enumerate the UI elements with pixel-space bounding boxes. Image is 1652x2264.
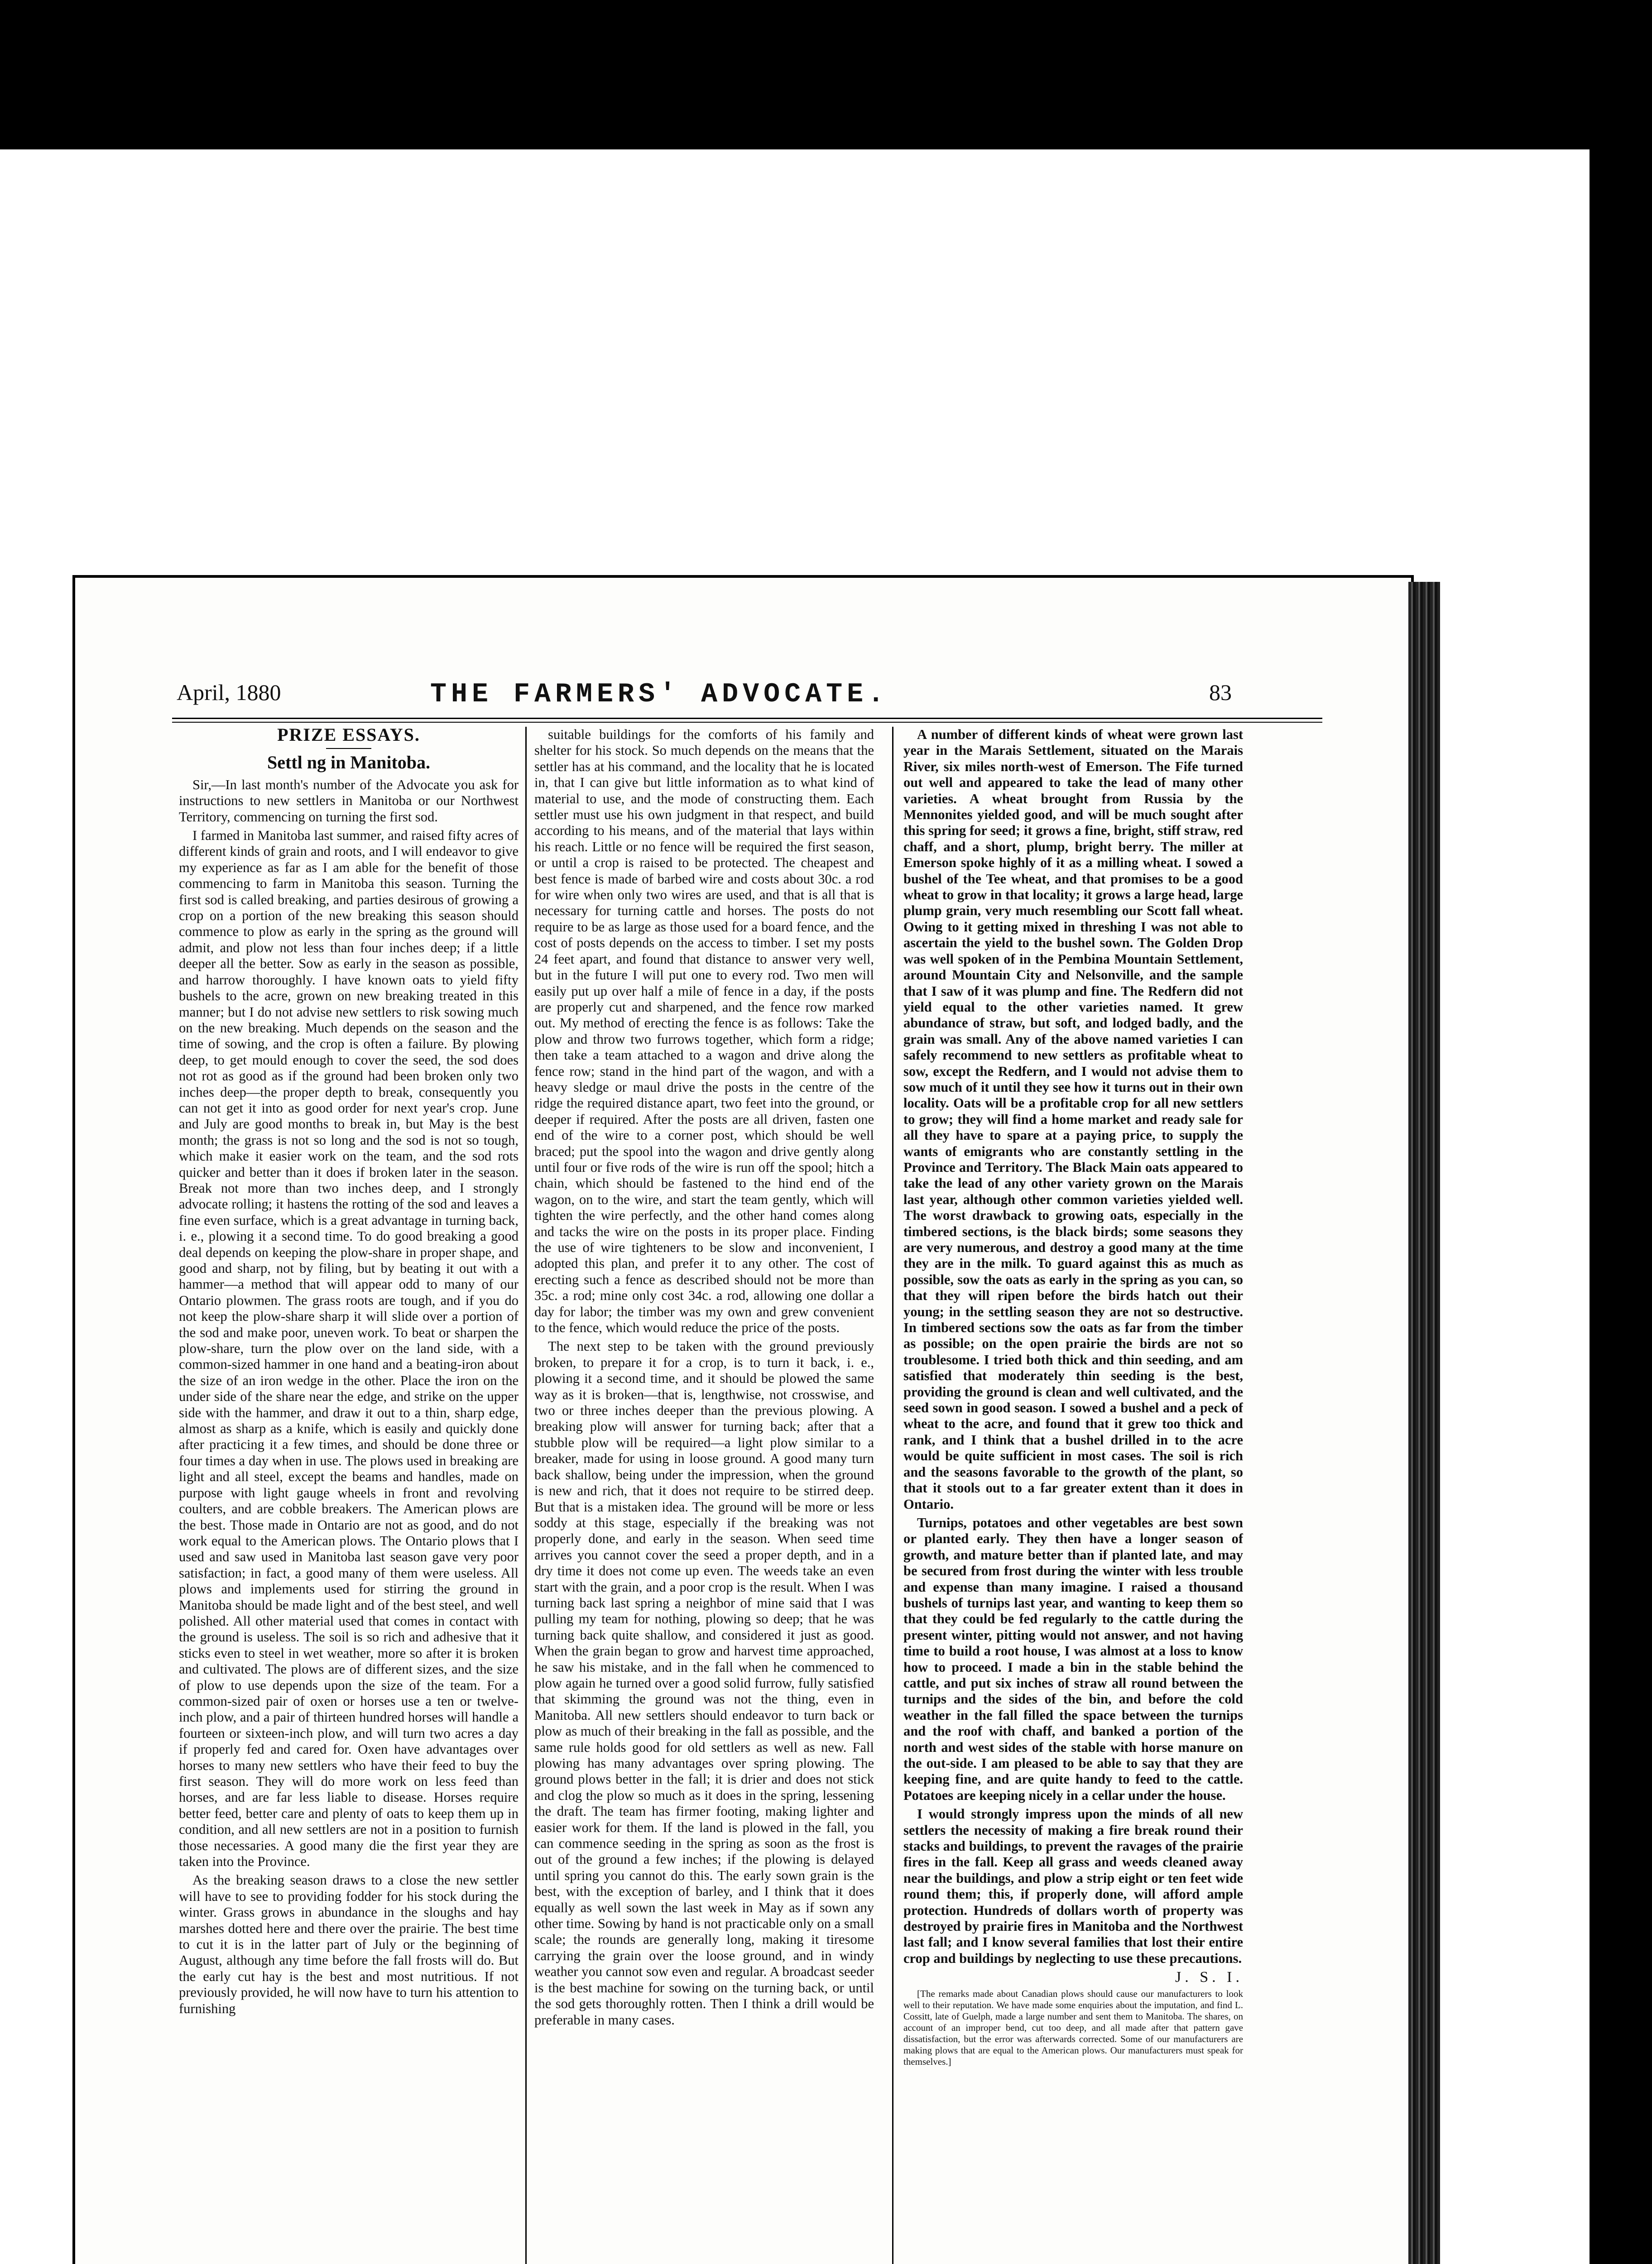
- article-subheading: Settl ng in Manitoba.: [267, 752, 431, 773]
- article-heading: PRIZE ESSAYS.: [277, 727, 420, 745]
- article-column-2: [534, 727, 874, 2264]
- header-rule: [172, 718, 1322, 723]
- page-number: 83: [1209, 680, 1232, 705]
- paragraph: A number of different kinds of wheat were grown last year in the Marais Settlement, situated on the Marais River, six miles north-west of Emerson. The Fife turned out well and appeared to take the lead of many other varieties. A wheat brought from Russia by the Mennonites yielded good, and will be much sought after this spring for seed; it grows a fine, bright, stiff straw, red chaff, and a short, plump, bright berry. The miller at Emerson spoke highly of it as a milling wheat. I sowed a bushel of the Tee wheat, and that promises to be a good wheat to grow in that locality; it grows a large head, large plump grain, very much resembling our Scott fall wheat. Owing to it getting mixed in threshing I was not able to ascertain the yield to the bushel sown. The Golden Drop was well spoken of in the Pembina Mountain Settlement, around Mountain City and Nelsonville, and the sample that I saw of it was plump and fine. The Redfern did not yield equal to the other varieties named. It grew abundance of straw, but soft, and lodged badly, and the grain was small. Any of the above named varieties I can safely recommend to new settlers as profitable wheat to sow, except the Redfern, and I would not advise them to sow much of it until they see how it turns out in their own locality. Oats will be a profitable crop for all new settlers to grow; they will find a home market and ready sale for all they have to spare at a paying price, to supply the wants of emigrants who are constantly settling in the Province and Territory. The Black Main oats appeared to take the lead of any other variety grown on the Marais last year, although other common varieties yielded well. The worst drawback to growing oats, especially in the timbered sections, is the black birds; some seasons they are very numerous, and destroy a good many at the time they are in the milk. To guard against this as much as possible, sow the oats as early in the spring as you can, so that they will ripen before the birds hatch out their young; in the settling season they are not so destructive. In timbered sections sow the oats as far from the timber as possible; on the open prairie the birds are not so troublesome. I tried both thick and thin seeding, and am satisfied that moderately thin seeding is the best, providing the ground is clean and well cultivated, and the seed sown in good season. I sowed a bushel and a peck of wheat to the acre, and found that it grew too thick and rank, and I think that a bushel drilled in to the acre would be quite sufficient in most cases. The soil is rich and the seasons favorable to the growth of the plant, so that it stools out to a far greater extent than it does in Ontario.: [903, 727, 1243, 1512]
- microfilm-right-border: [1590, 149, 1652, 2264]
- author-signature: J. S. I.: [1175, 1969, 1243, 1986]
- microfilm-top-border: [0, 0, 1652, 149]
- page-binding-edge: [1408, 582, 1440, 2264]
- paragraph: I would strongly impress upon the minds of all new settlers the necessity of making a fire break round their stacks and buildings, to prevent the ravages of the prairie fires in the fall. Keep all grass and weeds cleaned away near the buildings, and plow a strip eight or ten feet wide round them; this, if properly done, will afford ample protection. Hundreds of dollars worth of property was destroyed by prairie fires in Manitoba and the Northwest last fall; and I know several families that lost their entire crop and buildings by neglecting to use these precautions.: [903, 1806, 1243, 1966]
- paragraph: I farmed in Manitoba last summer, and raised fifty acres of different kinds of grain and roots, and I will endeavor to give my experience as far as I am able for the benefit of those commencing to farm in Manitoba this season. Turning the first sod is called breaking, and parties desirous of growing a crop on a portion of the new breaking this season should commence to plow as early in the spring as the ground will admit, and plow not less than four inches deep; if a little deeper all the better. Sow as early in the season as possible, and harrow thoroughly. I have known oats to yield fifty bushels to the acre, grown on new breaking treated in this manner; but I do not advise new settlers to risk sowing much on the new breaking. Much depends on the season and the time of sowing, and the crop is often a failure. By plowing deep, to get mould enough to cover the seed, the sod does not rot as good as if the ground had been broken only two inches deep—the proper depth to break, consequently you can not get it into as good order for next year's crop. June and July are good months to break in, but May is the best month; the grass is not so long and the sod is not so tough, which make it easier work on the team, and the sod rots quicker and better than it does if broken later in the season. Break not more than two inches deep, and I strongly advocate rolling; it hastens the rotting of the sod and leaves a fine even surface, which is a great advantage in turning back, i. e., plowing it a second time. To do good breaking a good deal depends on keeping the plow-share in proper shape, and good and sharp, not by filing, but by beating it out with a hammer—a method that will appear odd to many of our Ontario plowmen. The grass roots are tough, and if you do not keep the plow-share sharp it will slide over a portion of the sod and make poor, uneven work. To beat or sharpen the plow-share, turn the plow over on the land side, with a common-sized hammer in one hand and a beating-iron about the size of an iron wedge in the other. Place the iron on the under side of the share near the edge, and strike on the upper side with the hammer, and draw it out to a thin, sharp edge, almost as sharp as a knife, which is easily and quickly done after practicing it a few times, and should be done three or four times a day when in use. The plows used in breaking are light and all steel, except the beams and handles, made on purpose with light gauge wheels in front and revolving coulters, and are cobble breakers. The American plows are the best. Those made in Ontario are not as good, and do not work equal to the American plows. The Ontario plows that I used and saw used in Manitoba last season gave very poor satisfaction; in fact, a good many of them were useless. All plows and implements used for stirring the ground in Manitoba should be made light and of the best steel, and well polished. All other material used that comes in contact with the ground is useless. The soil is so rich and adhesive that it sticks even to steel in wet weather, more so after it is broken and cultivated. The plows are of different sizes, and the size of plow to use depends upon the size of the team. For a common-sized pair of oxen or horses use a ten or twelve-inch plow, and a pair of thirteen hundred horses will handle a fourteen or sixteen-inch plow, and will turn two acres a day if properly fed and cared for. Oxen have advantages over horses to many new settlers who have their feed to buy the first season. They will do more work on less feed than horses, and are far less liable to disease. Horses require better feed, better care and plenty of oats to keep them up in condition, and all new settlers are not in a position to furnish those necessaries. A good many die the first year they are taken into the Province.: [179, 828, 519, 1870]
- column-divider: [525, 727, 527, 2264]
- issue-date: April, 1880: [177, 680, 281, 705]
- paragraph: The next step to be taken with the ground previously broken, to prepare it for a crop, is to turn it back, i. e., plowing it a second time, and it should be plowed the same way as it is broken—that is, lengthwise, not crosswise, and two or three inches deeper than the previous plowing. A breaking plow will answer for turning back; after that a stubble plow will be required—a light plow similar to a breaker, made for using in loose ground. A good many turn back shallow, being under the impression, when the ground is new and rich, that it does not require to be stirred deep. But that is a mistaken idea. The ground will be more or less soddy at this stage, especially if the breaking was not properly done, and early in the season. When seed time arrives you cannot cover the seed a proper depth, and in a dry time it does not come up even. The weeds take an even start with the grain, and a poor crop is the result. When I was turning back last spring a neighbor of mine said that I was pulling my team for nothing, plowing so deep; that he was turning back quite shallow, and considered it just as good. When the grain began to grow and harvest time approached, he saw his mistake, and in the fall when he commenced to plow again he turned over a good solid furrow, fully satisfied that skimming the ground was not the thing, even in Manitoba. All new settlers should endeavor to turn back or plow as much of their breaking in the fall as possible, and the same rule holds good for old settlers as well as new. Fall plowing has many advantages over spring plowing. The ground plows better in the fall; it is drier and does not stick and clog the plow so much as it does in the spring, lessening the draft. The team has firmer footing, making lighter and easier work for them. If the land is plowed in the fall, you can commence seeding in the spring as soon as the frost is out of the ground a few inches; if the plowing is delayed until spring you cannot do this. The early sown grain is the best, with the exception of barley, and I think that it does equally as well sown the last week in May as if sown any other time. Sowing by hand is not practicable only on a small scale; the rounds are generally long, making it tiresome carrying the grain over the loose ground, and in windy weather you cannot sow even and regular. A broadcast seeder is the best machine for sowing on the turning back, or until the sod gets thoroughly rotten. Then I think a drill would be preferable in many cases.: [534, 1338, 874, 2028]
- paragraph: suitable buildings for the comforts of his family and shelter for his stock. So much depends on the means that the settler has at his command, and the locality that he is located in, that I can give but little information as to what kind of material to use, and the mode of constructing them. Each settler must use his own judgment in that respect, and build according to his means, and of the material that lays within his reach. Little or no fence will be required the first season, or until a crop is raised to be protected. The cheapest and best fence is made of barbed wire and costs about 30c. a rod for wire when only two wires are used, and that is all that is necessary for turning cattle and horses. The posts do not require to be as large as those used for a board fence, and the cost of posts depends on the access to timber. I set my posts 24 feet apart, and found that distance to answer very well, but in the future I will put one to every rod. Two men will easily put up over half a mile of fence in a day, if the posts are properly cut and sharpened, and the fence row marked out. My method of erecting the fence is as follows: Take the plow and throw two furrows together, which form a ridge; then take a team attached to a wagon and drive along the fence row; stand in the hind part of the wagon, and with a heavy sledge or maul drive the posts in the centre of the ridge the required distance apart, two feet into the ground, or deeper if required. After the posts are all driven, fasten one end of the wire to a corner post, which should be well braced; put the spool into the wagon and drive gently along until four or five rods of the wire is run off the spool; hitch a chain, which should be fastened to the hind end of the wagon, on to the wire, and start the team gently, which will tighten the wire perfectly, and the other hand comes along and tacks the wire on the posts in its proper place. Finding the use of wire tighteners to be slow and inconvenient, I adopted this plan, and prefer it to any other. The cost of erecting such a fence as described should not be more than 35c. a rod; mine only cost 34c. a rod, allowing one dollar a day for labor; the timber was my own and grew convenient to the fence, which would reduce the price of the posts.: [534, 727, 874, 1336]
- masthead-title: THE FARMERS' ADVOCATE.: [430, 679, 889, 710]
- column-divider: [892, 727, 893, 2264]
- article-column-3: [903, 727, 1243, 2264]
- editor-note: [The remarks made about Canadian plows should cause our manufacturers to look well to their reputation. We have made some enquiries about the imputation, and find L. Cossitt, late of Guelph, made a large number and sent them to Manitoba. The shares, on account of an improper bend, cut too deep, and all made after that pattern gave dissatisfaction, but the error was afterwards corrected. Some of our manufacturers are making plows that are equal to the American plows. Our manufacturers must speak for themselves.]: [903, 1988, 1243, 2067]
- paragraph: Sir,—In last month's number of the Advocate you ask for instructions to new settlers in Manitoba or our Northwest Territory, commencing on turning the first sod.: [179, 777, 519, 825]
- article-column-1: [179, 727, 519, 2264]
- paragraph: As the breaking season draws to a close the new settler will have to see to providing fodder for his stock during the winter. Grass grows in abundance in the sloughs and hay marshes dotted here and there over the prairie. The best time to cut it is in the latter part of July or the beginning of August, although any time before the fall frosts will do. But the early cut hay is the best and most nutritious. If not previously provided, he will now have to turn his attention to furnishing: [179, 1872, 519, 2016]
- paragraph: Turnips, potatoes and other vegetables are best sown or planted early. They then have a longer season of growth, and mature better than if planted late, and may be secured from frost during the winter with less trouble and expense than many imagine. I raised a thousand bushels of turnips last year, and wanting to keep them so that they could be fed regularly to the cattle during the present winter, pitting would not answer, and not having time to build a root house, I was almost at a loss to know how to proceed. I made a bin in the stable behind the cattle, and put six inches of straw all round between the turnips and the sides of the bin, and before the cold weather in the fall filled the space between the turnips and the roof with chaff, and banked a portion of the north and west sides of the stable with horse manure on the out-side. I am pleased to be able to say that they are keeping fine, and are quite handy to feed to the cattle. Potatoes are keeping nicely in a cellar under the house.: [903, 1515, 1243, 1803]
- heading-divider: [326, 748, 371, 749]
- page-header: [104, 679, 1327, 720]
